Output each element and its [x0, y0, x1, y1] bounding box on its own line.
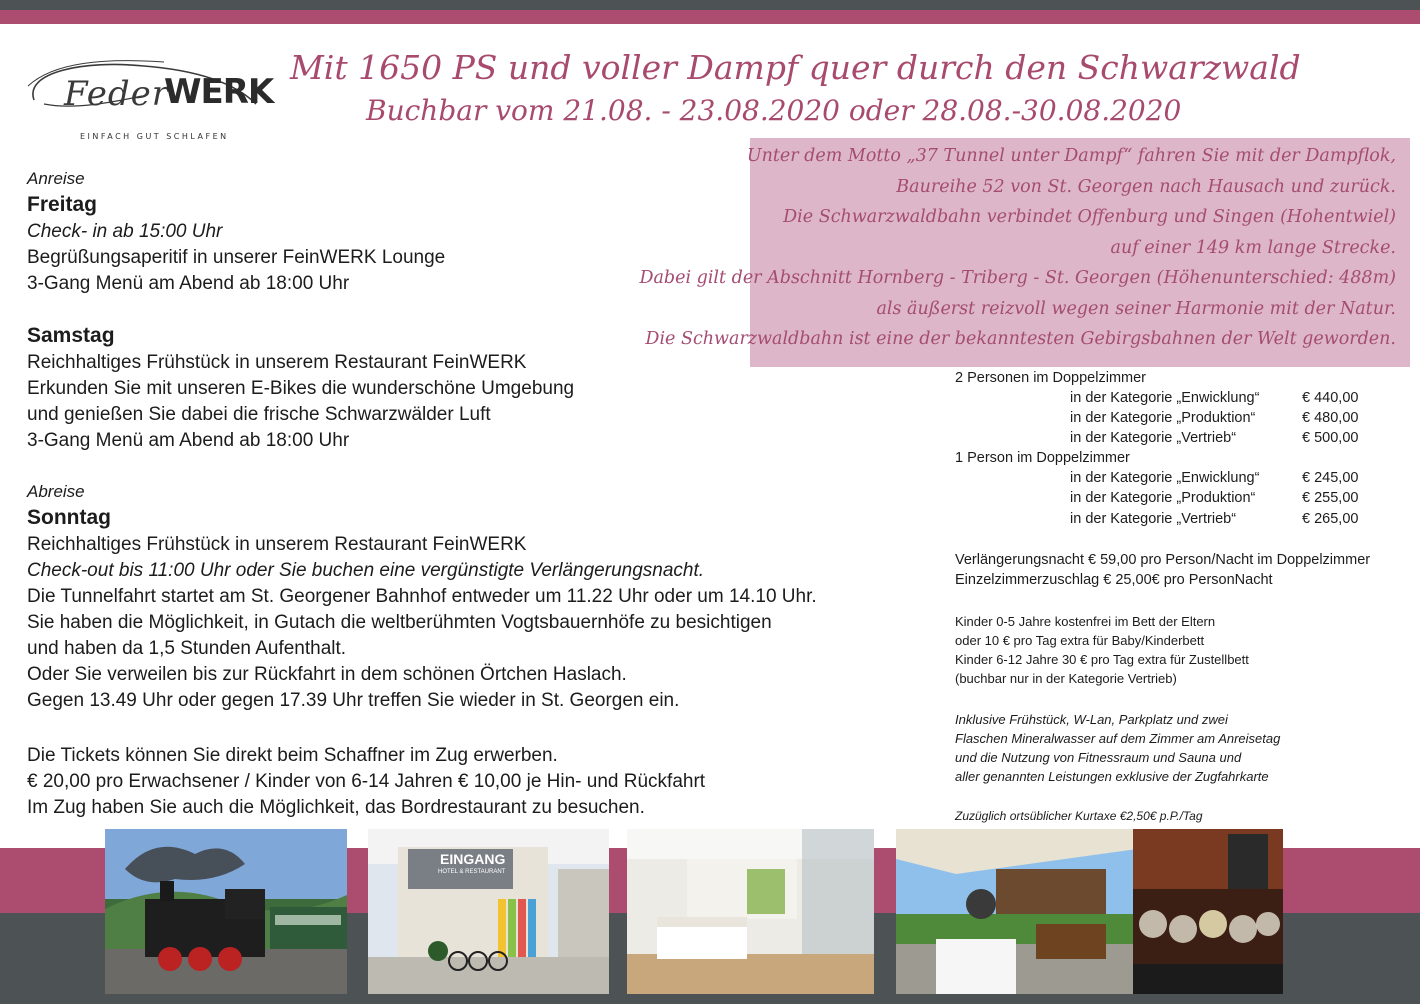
program-line: Erkunden Sie mit unseren E-Bikes die wunderschöne Umgebung: [27, 378, 575, 399]
children-line: Kinder 0-5 Jahre kostenfrei im Bett der Eltern: [955, 614, 1216, 629]
logo-tagline: EINFACH GUT SCHLAFEN: [80, 132, 229, 141]
price-value: € 440,00: [1302, 390, 1359, 406]
day-heading-friday: Freitag: [27, 193, 98, 216]
program-line: Die Tunnelfahrt startet am St. Georgener Bahnhof entweder um 11.22 Uhr oder um 14.10 Uhr.: [27, 586, 817, 607]
program-line: 3-Gang Menü am Abend ab 18:00 Uhr: [27, 273, 350, 294]
inclusive-line: aller genannten Leistungen exklusive der Zugfahrkarte: [955, 769, 1269, 784]
single-room-heading: 1 Person im Doppelzimmer: [955, 450, 1130, 466]
price-category: in der Kategorie „Enwicklung“: [1070, 390, 1260, 406]
children-line: Kinder 6-12 Jahre 30 € pro Tag extra für Zustellbett: [955, 652, 1249, 667]
program-line: und haben da 1,5 Stunden Aufenthalt.: [27, 638, 347, 659]
price-value: € 255,00: [1302, 490, 1359, 506]
price-value: € 265,00: [1302, 511, 1359, 527]
program-line: Sie haben die Möglichkeit, in Gutach die weltberühmten Vogtsbauernhöfe zu besichtigen: [27, 612, 772, 633]
children-line: (buchbar nur in der Kategorie Vertrieb): [955, 671, 1177, 686]
wine-glasses-photo: [1133, 829, 1283, 994]
program-line: und genießen Sie dabei die frische Schwarzwälder Luft: [27, 404, 491, 425]
inclusive-line: Flaschen Mineralwasser auf dem Zimmer am Anreisetag: [955, 731, 1281, 746]
ticket-line: € 20,00 pro Erwachsener / Kinder von 6-14 Jahren € 10,00 je Hin- und Rückfahrt: [27, 771, 706, 792]
hotel-entrance-photo: [368, 829, 609, 994]
price-category: in der Kategorie „Produktion“: [1070, 410, 1256, 426]
day-heading-saturday: Samstag: [27, 324, 115, 347]
intro-line: Unter dem Motto „37 Tunnel unter Dampf“ fahren Sie mit der Dampflok,: [746, 146, 1396, 166]
ticket-line: Die Tickets können Sie direkt beim Schaffner im Zug erwerben.: [27, 745, 558, 766]
arrival-label: Anreise: [27, 169, 85, 188]
intro-line: Die Schwarzwaldbahn verbindet Offenburg und Singen (Hohentwiel): [783, 207, 1396, 227]
ticket-line: Im Zug haben Sie auch die Möglichkeit, das Bordrestaurant zu besuchen.: [27, 797, 645, 818]
day-heading-sunday: Sonntag: [27, 506, 111, 529]
top-accent-band: [0, 10, 1420, 24]
program-line: Oder Sie verweilen bis zur Rückfahrt in dem schönen Örtchen Haslach.: [27, 664, 627, 685]
extension-night: Verlängerungsnacht € 59,00 pro Person/Nacht im Doppelzimmer: [955, 552, 1371, 568]
page-subtitle: Buchbar vom 21.08. - 23.08.2020 oder 28.08.-30.08.2020: [366, 94, 1182, 127]
brand-logo: [24, 52, 274, 147]
checkin-text: Check- in ab 15:00 Uhr: [27, 221, 223, 242]
program-line: Gegen 13.49 Uhr oder gegen 17.39 Uhr treffen Sie wieder in St. Georgen ein.: [27, 690, 680, 711]
kurtaxe-note: Zuzüglich ortsüblicher Kurtaxe €2,50€ p.P./Tag: [955, 809, 1203, 823]
program-line: Begrüßungsaperitif in unserer FeinWERK Lounge: [27, 247, 446, 268]
steam-train-photo: [105, 829, 347, 994]
entrance-sign: EINGANG: [440, 851, 506, 867]
inclusive-line: Inklusive Frühstück, W-Lan, Parkplatz und zwei: [955, 712, 1228, 727]
program-line: Reichhaltiges Frühstück in unserem Restaurant FeinWERK: [27, 534, 527, 555]
inclusive-line: und die Nutzung von Fitnessraum und Sauna und: [955, 750, 1242, 765]
top-gray-band: [0, 0, 1420, 10]
intro-line: auf einer 149 km lange Strecke.: [1110, 238, 1396, 258]
single-supplement: Einzelzimmerzuschlag € 25,00€ pro PersonNacht: [955, 572, 1273, 588]
intro-line: Die Schwarzwaldbahn ist eine der bekanntesten Gebirgsbahnen der Welt geworden.: [645, 329, 1396, 349]
logo-word: WERK: [164, 72, 274, 112]
entrance-sign-sub: HOTEL & RESTAURANT: [438, 869, 506, 875]
price-category: in der Kategorie „Produktion“: [1070, 490, 1256, 506]
program-line: Reichhaltiges Frühstück in unserem Restaurant FeinWERK: [27, 352, 527, 373]
intro-line: als äußerst reizvoll wegen seiner Harmonie mit der Natur.: [876, 299, 1396, 319]
price-value: € 245,00: [1302, 470, 1359, 486]
price-value: € 480,00: [1302, 410, 1359, 426]
price-category: in der Kategorie „Vertrieb“: [1070, 430, 1237, 446]
price-category: in der Kategorie „Enwicklung“: [1070, 470, 1260, 486]
checkout-text: Check-out bis 11:00 Uhr oder Sie buchen eine vergünstigte Verlängerungsnacht.: [27, 560, 705, 581]
hotel-room-photo: [627, 829, 874, 994]
departure-label: Abreise: [27, 482, 85, 501]
double-room-heading: 2 Personen im Doppelzimmer: [955, 370, 1146, 386]
logo-script: Feder: [64, 74, 169, 114]
children-line: oder 10 € pro Tag extra für Baby/Kinderbett: [955, 633, 1205, 648]
program-line: 3-Gang Menü am Abend ab 18:00 Uhr: [27, 430, 350, 451]
intro-line: Baureihe 52 von St. Georgen nach Hausach und zurück.: [896, 177, 1396, 197]
page-title: Mit 1650 PS und voller Dampf quer durch den Schwarzwald: [290, 48, 1301, 87]
intro-box: [639, 138, 1410, 367]
price-category: in der Kategorie „Vertrieb“: [1070, 511, 1237, 527]
price-value: € 500,00: [1302, 430, 1359, 446]
terrace-photo: [896, 829, 1137, 994]
intro-line: Dabei gilt der Abschnitt Hornberg - Triberg - St. Georgen (Höhenunterschied: 488m): [639, 268, 1396, 288]
